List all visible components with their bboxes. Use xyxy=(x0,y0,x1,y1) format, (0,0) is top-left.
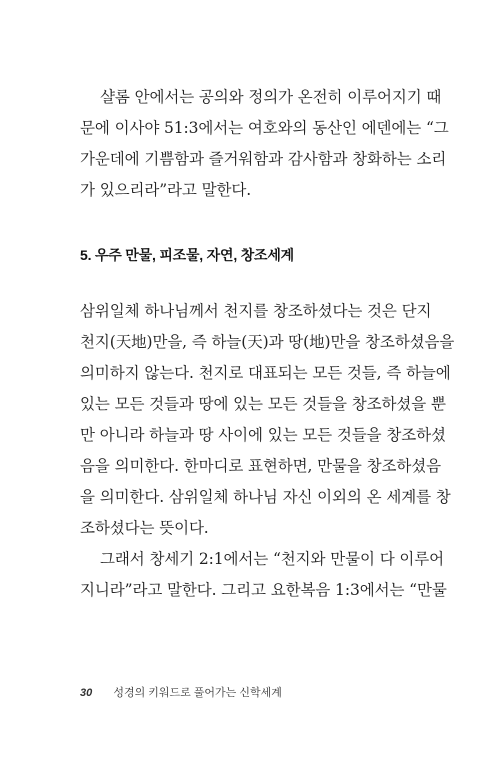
page-footer xyxy=(80,684,282,700)
text-line: 그래서 창세기 2:1에서는 “천지와 만물이 다 이루어 xyxy=(100,550,445,568)
text-line: 지니라”라고 말한다. 그리고 요한복음 1:3에서는 “만물 xyxy=(80,581,447,599)
text-line: 천지(天地)만을, 즉 하늘(天)과 땅(地)만을 창조하셨음을 xyxy=(80,333,455,351)
text-line: 있는 모든 것들과 땅에 있는 모든 것들을 창조하셨을 뿐 xyxy=(80,395,446,413)
page-number: 30 xyxy=(80,687,93,699)
text-line: 조하셨다는 뜻이다. xyxy=(80,519,209,537)
text-line: 샬롬 안에서는 공의와 정의가 온전히 이루어지기 때 xyxy=(100,88,442,106)
text-line: 문에 이사야 51:3에서는 여호와의 동산인 에덴에는 “그 xyxy=(80,119,449,137)
text-line: 가 있으리라”라고 말한다. xyxy=(80,181,252,199)
text-line: 가운데에 기쁨함과 즐거워함과 감사함과 창화하는 소리 xyxy=(80,150,447,168)
section-heading: 5. 우주 만물, 피조물, 자연, 창조세계 xyxy=(80,247,295,263)
text-line: 만 아니라 하늘과 땅 사이에 있는 모든 것들을 창조하셨 xyxy=(80,426,446,444)
text-line: 삼위일체 하나님께서 천지를 창조하셨다는 것은 단지 xyxy=(80,302,432,320)
paragraph-2 xyxy=(80,296,454,544)
paragraph-3 xyxy=(80,544,447,606)
text-line: 음을 의미한다. 한마디로 표현하면, 만물을 창조하셨음 xyxy=(80,457,441,475)
text-line: 을 의미한다. 삼위일체 하나님 자신 이외의 온 세계를 창 xyxy=(80,488,451,506)
running-title: 성경의 키워드로 풀어가는 신학세계 xyxy=(113,687,282,699)
paragraph-1 xyxy=(80,82,449,206)
text-line: 의미하지 않는다. 천지로 대표되는 모든 것들, 즉 하늘에 xyxy=(80,364,451,382)
